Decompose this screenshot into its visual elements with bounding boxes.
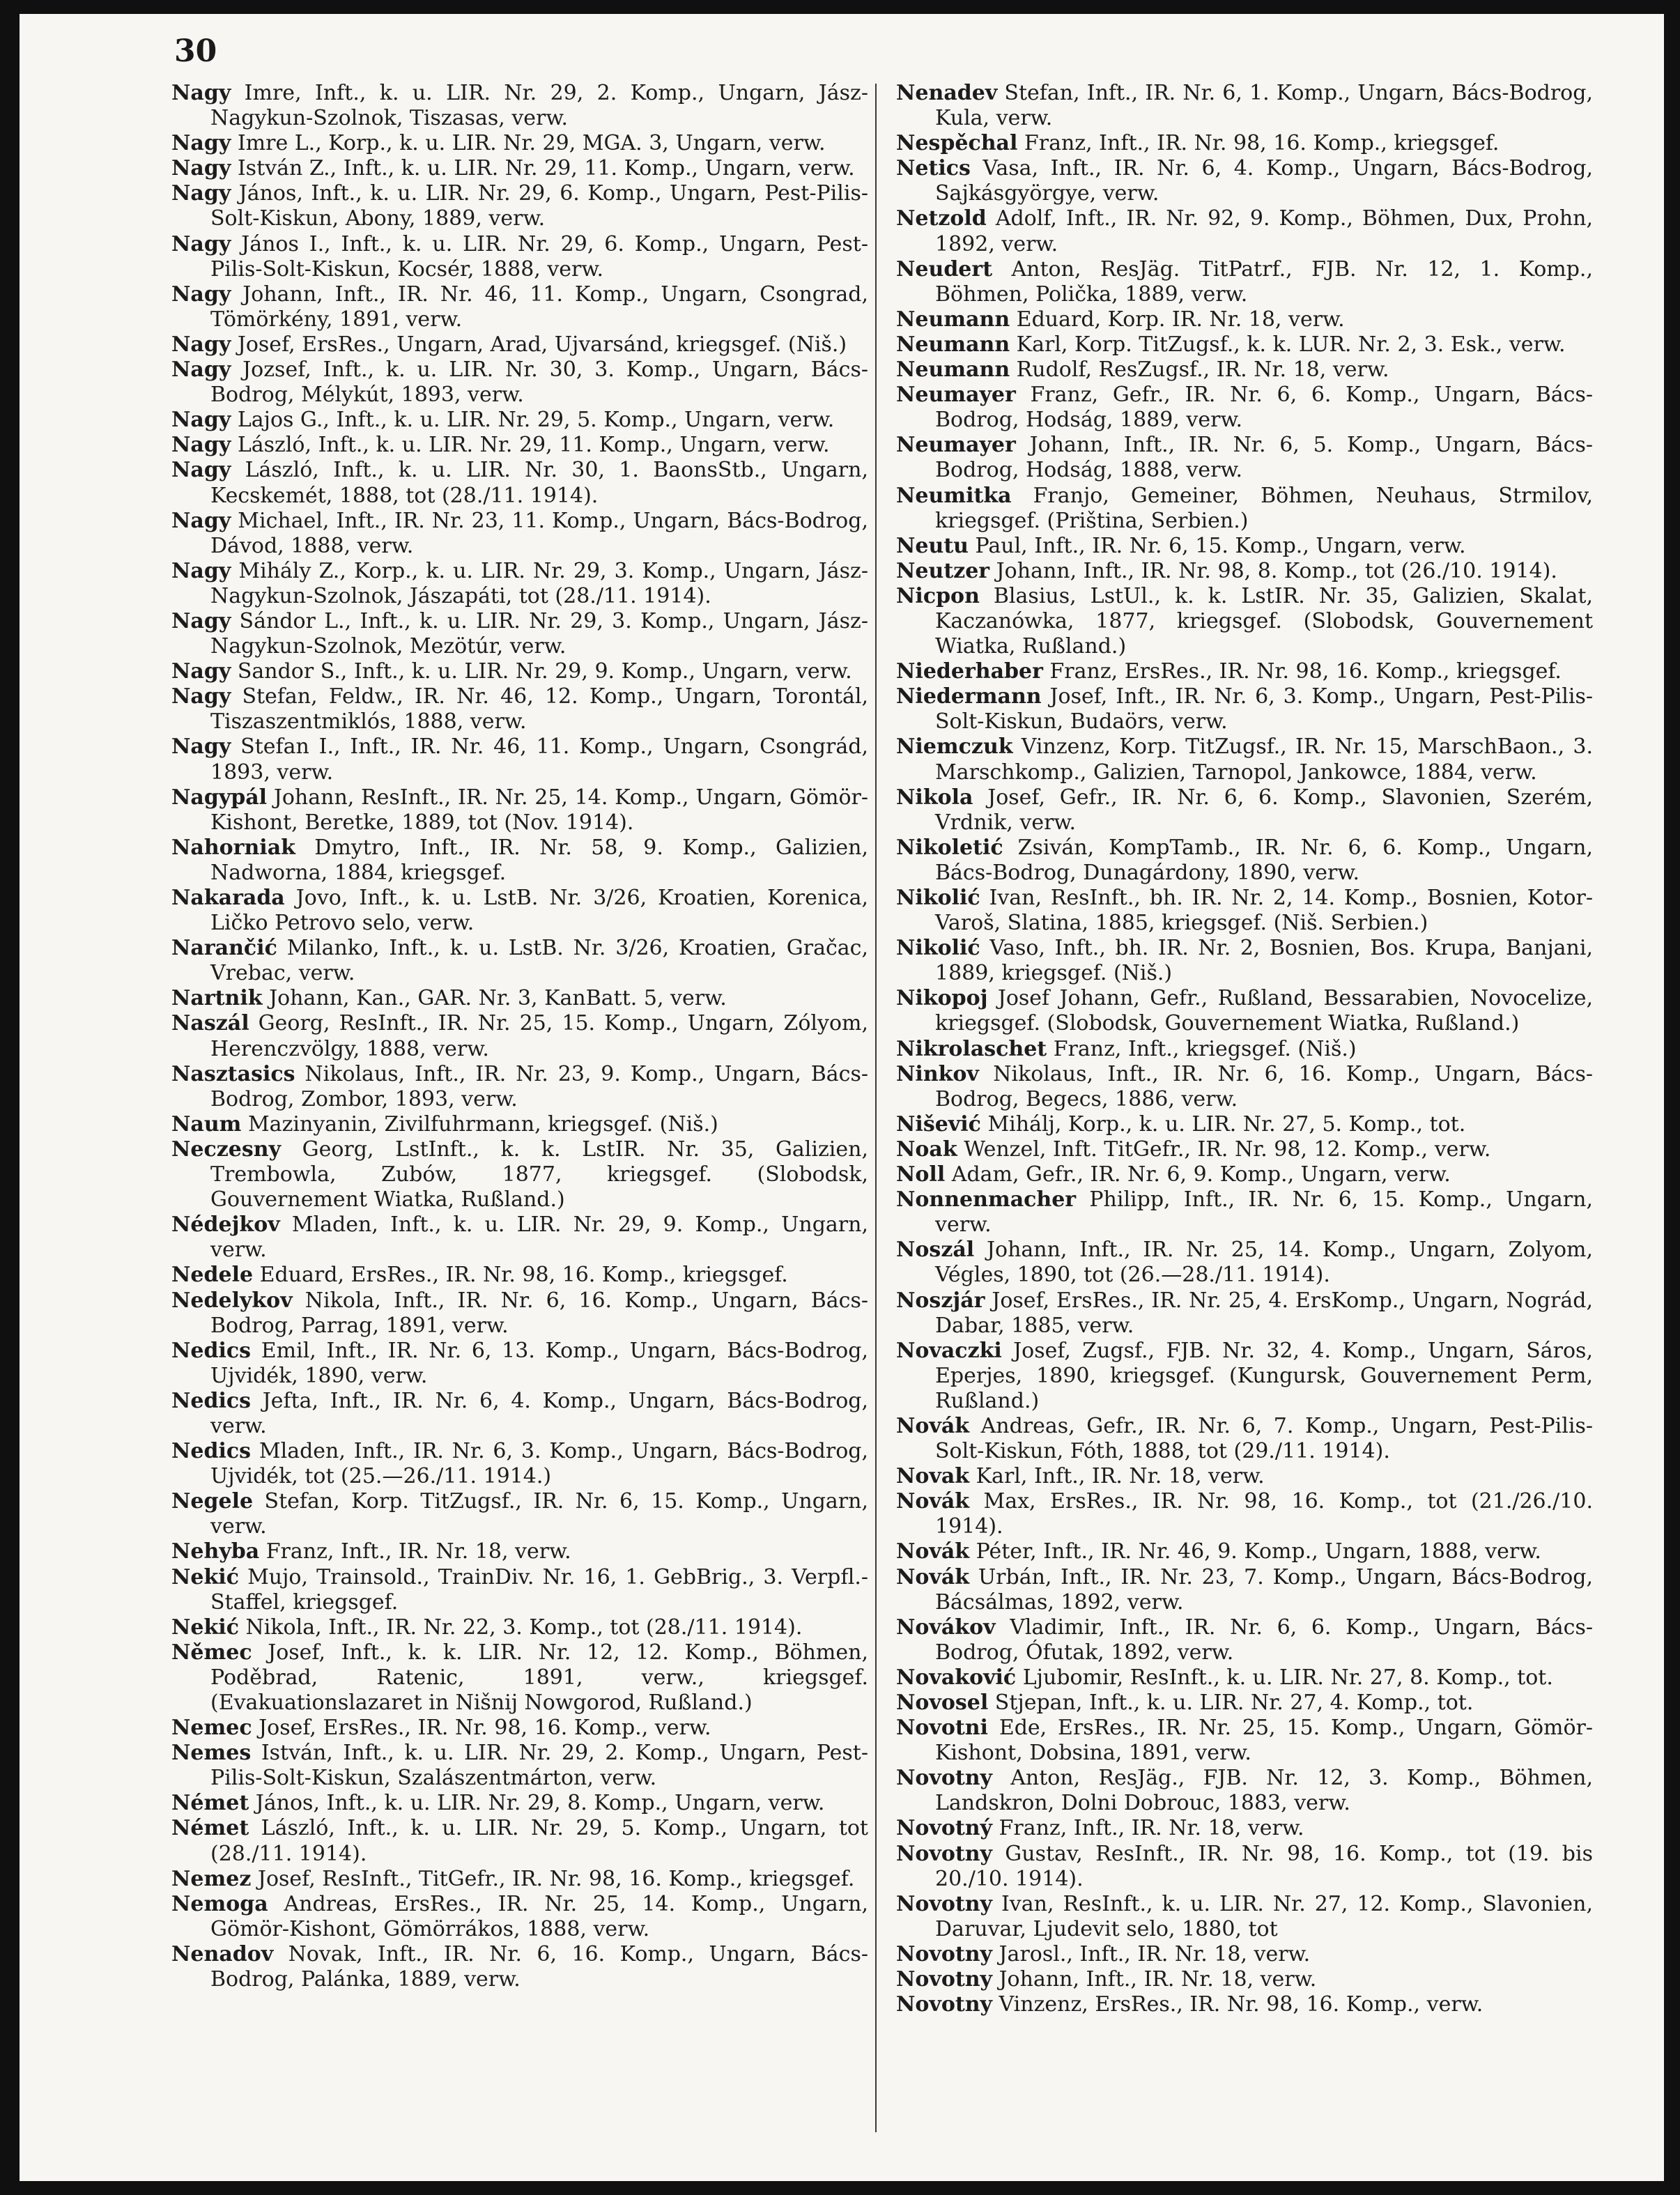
entry-surname: Neumayer [896, 433, 1016, 458]
entry-surname: Novotny [896, 1766, 992, 1791]
entry-surname: Neumayer [896, 383, 1016, 408]
entry-surname: Nagy [171, 558, 231, 583]
list-entry [171, 1716, 868, 1741]
list-entry [896, 257, 1593, 307]
entry-details: Karl, Korp. TitZugsf., k. k. LUR. Nr. 2, 3. Esk., verw. [1016, 332, 1566, 357]
entry-surname: Nedics [171, 1439, 252, 1464]
list-entry [896, 357, 1593, 383]
entry-surname: Német [171, 1791, 249, 1816]
entry-surname: Nagy [171, 508, 231, 533]
entry-surname: Nagy [171, 659, 231, 684]
list-entry [171, 1867, 868, 1892]
entry-details: Josef, ErsRes., IR. Nr. 25, 4. ErsKomp., Ungarn, Nográd, Dabar, 1885, verw. [935, 1288, 1593, 1338]
entry-details: Vinzenz, ErsRes., IR. Nr. 98, 16. Komp., verw. [999, 1992, 1484, 2017]
list-entry [171, 609, 868, 659]
entry-surname: Novotny [896, 1992, 992, 2017]
list-entry [896, 1842, 1593, 1892]
entry-details: Eduard, Korp. IR. Nr. 18, verw. [1016, 307, 1345, 332]
entry-details: Josef, Gefr., IR. Nr. 6, 6. Komp., Slavonien, Szerém, Vrdnik, verw. [935, 785, 1593, 835]
entry-details: László, Inft., k. u. LIR. Nr. 30, 1. BaonsStb., Ungarn, Kecskemét, 1888, tot (28./11. 1914). [210, 458, 868, 508]
entry-surname: Novákov [896, 1615, 996, 1640]
entry-surname: Német [171, 1816, 249, 1841]
list-entry [171, 1741, 868, 1791]
entry-details: Georg, LstInft., k. k. LstIR. Nr. 35, Galizien, Trembowla, Zubów, 1877, kriegsgef. (Slobodsk, Gouvernement Wiatka, Rußland.) [210, 1137, 868, 1212]
list-entry [896, 484, 1593, 534]
entry-details: Nikola, Inft., IR. Nr. 22, 3. Komp., tot (28./11. 1914). [245, 1615, 803, 1640]
entry-details: Paul, Inft., IR. Nr. 6, 15. Komp., Ungarn, verw. [975, 533, 1466, 558]
entry-details: Anton, ResJäg. TitPatrf., FJB. Nr. 12, 1. Komp., Böhmen, Polička, 1889, verw. [935, 256, 1593, 307]
entry-details: Ede, ErsRes., IR. Nr. 25, 15. Komp., Ungarn, Gömör-Kishont, Dobsina, 1891, verw. [935, 1716, 1593, 1766]
entry-surname: Neutu [896, 533, 969, 558]
entry-details: Georg, ResInft., IR. Nr. 25, 15. Komp., Ungarn, Zólyom, Herenczvölgy, 1888, verw. [210, 1011, 868, 1061]
entry-surname: Netzold [896, 206, 987, 231]
entry-surname: Nikrolaschet [896, 1036, 1047, 1061]
entry-surname: Nedics [171, 1338, 252, 1363]
entry-details: Mujo, Trainsold., TrainDiv. Nr. 16, 1. GebBrig., 3. Verpfl.-Staffel, kriegsgef. [210, 1564, 868, 1615]
entry-details: Franz, ErsRes., IR. Nr. 98, 16. Komp., kriegsgef. [1049, 659, 1562, 684]
entry-details: Franz, Inft., IR. Nr. 18, verw. [999, 1816, 1304, 1841]
entry-surname: Novák [896, 1489, 970, 1514]
entry-surname: Novotny [896, 1967, 992, 1992]
entry-details: Imre L., Korp., k. u. LIR. Nr. 29, MGA. 3, Ungarn, verw. [237, 131, 826, 156]
list-entry [896, 1716, 1593, 1766]
list-entry [896, 684, 1593, 734]
list-entry [171, 1011, 868, 1061]
right-column [896, 81, 1593, 2017]
entry-details: Johann, Kan., GAR. Nr. 3, KanBatt. 5, verw. [269, 986, 727, 1011]
list-entry [171, 1816, 868, 1866]
entry-surname: Nemez [171, 1866, 252, 1891]
entry-details: Jozsef, Inft., k. u. LIR. Nr. 30, 3. Komp., Ungarn, Bács-Bodrog, Mélykút, 1893, verw. [210, 357, 868, 408]
entry-surname: Novotny [896, 1841, 992, 1866]
entry-details: Michael, Inft., IR. Nr. 23, 11. Komp., Ungarn, Bács-Bodrog, Dávod, 1888, verw. [210, 508, 868, 558]
list-entry [896, 1062, 1593, 1112]
entry-surname: Novotny [896, 1891, 992, 1916]
list-entry [171, 156, 868, 181]
list-entry [896, 1137, 1593, 1162]
entry-surname: Nédejkov [171, 1212, 280, 1238]
entry-details: Nikola, Inft., IR. Nr. 6, 16. Komp., Ungarn, Bács-Bodrog, Parrag, 1891, verw. [210, 1288, 868, 1338]
entry-surname: Nagy [171, 357, 231, 383]
entry-surname: Nedele [171, 1263, 254, 1288]
list-entry [896, 1766, 1593, 1816]
entry-surname: Novák [896, 1564, 970, 1589]
entry-surname: Naszál [171, 1011, 249, 1036]
list-entry [171, 131, 868, 156]
list-entry [896, 886, 1593, 936]
entry-details: Josef, Zugsf., FJB. Nr. 32, 4. Komp., Ungarn, Sáros, Eperjes, 1890, kriegsgef. (Kungursk, Gouvernement Perm, Rußland.) [935, 1338, 1593, 1413]
entry-surname: Nagy [171, 458, 231, 483]
list-entry [171, 408, 868, 433]
entry-details: Imre, Inft., k. u. LIR. Nr. 29, 2. Komp., Ungarn, Jász-Nagykun-Szolnok, Tiszasas, verw. [210, 81, 868, 131]
list-entry [896, 1112, 1593, 1137]
entry-surname: Novotný [896, 1816, 992, 1841]
entry-details: Max, ErsRes., IR. Nr. 98, 16. Komp., tot (21./26./10. 1914). [935, 1489, 1593, 1539]
entry-details: Wenzel, Inft. TitGefr., IR. Nr. 98, 12. Komp., verw. [964, 1137, 1491, 1162]
list-entry [896, 1816, 1593, 1841]
entry-details: János I., Inft., k. u. LIR. Nr. 29, 6. Komp., Ungarn, Pest-Pilis-Solt-Kiskun, Kocsér, 1888, verw. [210, 231, 868, 282]
entry-details: Johann, Inft., IR. Nr. 46, 11. Komp., Ungarn, Csongrad, Tömörkény, 1891, verw. [210, 282, 868, 332]
entry-surname: Nagy [171, 332, 231, 357]
list-entry [896, 1037, 1593, 1062]
list-entry [896, 1967, 1593, 1992]
list-entry [896, 785, 1593, 835]
left-column [171, 81, 868, 1992]
entry-surname: Neumann [896, 332, 1010, 357]
list-entry [171, 332, 868, 357]
entry-surname: Neudert [896, 256, 993, 282]
list-entry [171, 1212, 868, 1263]
entry-details: Vaso, Inft., bh. IR. Nr. 2, Bosnien, Bos. Krupa, Banjani, 1889, kriegsgef. (Niš.) [935, 936, 1593, 986]
entry-surname: Niemczuk [896, 734, 1013, 760]
entry-details: Stefan, Korp. TitZugsf., IR. Nr. 6, 15. Komp., Ungarn, verw. [210, 1489, 868, 1539]
entry-details: Ivan, ResInft., bh. IR. Nr. 2, 14. Komp., Bosnien, Kotor-Varoš, Slatina, 1885, kriegsgef. (Niš. Serbien.) [935, 886, 1593, 936]
list-entry [171, 433, 868, 458]
entry-surname: Nagy [171, 282, 231, 307]
entry-details: Urbán, Inft., IR. Nr. 23, 7. Komp., Ungarn, Bács-Bodrog, Bácsálmas, 1892, verw. [935, 1564, 1594, 1615]
entry-details: Sandor S., Inft., k. u. LIR. Nr. 29, 9. Komp., Ungarn, verw. [237, 659, 852, 684]
list-entry [896, 835, 1593, 886]
list-entry [896, 206, 1593, 256]
entry-details: Stjepan, Inft., k. u. LIR. Nr. 27, 4. Komp., tot. [994, 1690, 1474, 1715]
entry-details: Novak, Inft., IR. Nr. 6, 16. Komp., Ungarn, Bács-Bodrog, Palánka, 1889, verw. [210, 1941, 868, 1992]
list-entry [171, 1489, 868, 1539]
list-entry [171, 986, 868, 1011]
list-entry [896, 81, 1593, 131]
entry-surname: Nikoletić [896, 835, 1003, 860]
entry-details: Vasa, Inft., IR. Nr. 6, 4. Komp., Ungarn, Bács-Bodrog, Sajkásgyörgye, verw. [935, 156, 1593, 206]
list-entry [171, 684, 868, 734]
entry-details: Gustav, ResInft., IR. Nr. 98, 16. Komp., tot (19. bis 20./10. 1914). [935, 1841, 1593, 1891]
list-entry [896, 1464, 1593, 1489]
entry-surname: Nagy [171, 684, 231, 709]
entry-surname: Niederhaber [896, 659, 1043, 684]
entry-details: Blasius, LstUl., k. k. LstIR. Nr. 35, Galizien, Skalat, Kaczanówka, 1877, kriegsgef. (Slobodsk, Gouvernement Wiatka, Rußland.) [935, 583, 1593, 659]
entry-surname: Noak [896, 1137, 957, 1162]
entry-details: Mladen, Inft., k. u. LIR. Nr. 29, 9. Komp., Ungarn, verw. [210, 1212, 868, 1263]
entry-surname: Niedermann [896, 684, 1042, 709]
entry-details: Josef, ErsRes., Ungarn, Arad, Ujvarsánd, kriegsgef. (Niš.) [237, 332, 847, 357]
list-entry [896, 986, 1593, 1036]
entry-details: Adam, Gefr., IR. Nr. 6, 9. Komp., Ungarn, verw. [951, 1162, 1451, 1187]
list-entry [896, 1489, 1593, 1539]
entry-details: Josef, ErsRes., IR. Nr. 98, 16. Komp., verw. [259, 1716, 711, 1741]
entry-details: Josef, ResInft., TitGefr., IR. Nr. 98, 16. Komp., kriegsgef. [257, 1866, 855, 1891]
entry-surname: Nagy [171, 608, 231, 633]
list-entry [171, 1539, 868, 1564]
entry-details: Jarosl., Inft., IR. Nr. 18, verw. [999, 1941, 1311, 1966]
entry-details: Rudolf, ResZugsf., IR. Nr. 18, verw. [1016, 357, 1389, 383]
entry-details: Johann, Inft., IR. Nr. 25, 14. Komp., Ungarn, Zolyom, Végles, 1890, tot (26.—28./11. 1914). [935, 1238, 1594, 1288]
entry-surname: Nagy [171, 181, 231, 206]
entry-details: Johann, Inft., IR. Nr. 98, 8. Komp., tot (26./10. 1914). [996, 558, 1557, 583]
entry-details: Johann, Inft., IR. Nr. 18, verw. [999, 1967, 1317, 1992]
entry-details: Ivan, ResInft., k. u. LIR. Nr. 27, 12. Komp., Slavonien, Daruvar, Ljudevit selo, 1880, tot [935, 1891, 1593, 1941]
entry-surname: Nakarada [171, 886, 285, 910]
list-entry [896, 1238, 1593, 1288]
page-number: 30 [174, 33, 217, 69]
entry-details: Josef, Inft., k. k. LIR. Nr. 12, 12. Komp., Böhmen, Poděbrad, Ratenic, 1891, verw., kriegsgef. (Evakuationslazaret in Nišnij Nowgorod, Rußland.) [210, 1640, 868, 1715]
entry-surname: Nagy [171, 131, 231, 156]
entry-surname: Negele [171, 1489, 254, 1514]
entry-details: Karl, Inft., IR. Nr. 18, verw. [976, 1464, 1265, 1489]
entry-details: Jefta, Inft., IR. Nr. 6, 4. Komp., Ungarn, Bács-Bodrog, verw. [210, 1388, 868, 1438]
entry-surname: Naum [171, 1111, 242, 1137]
list-entry [171, 1288, 868, 1339]
list-entry [171, 1565, 868, 1615]
list-entry [896, 1690, 1593, 1716]
list-entry [171, 1791, 868, 1816]
entry-surname: Novaković [896, 1665, 1017, 1690]
entry-details: Franz, Inft., kriegsgef. (Niš.) [1053, 1036, 1357, 1061]
list-entry [171, 785, 868, 835]
entry-surname: Nagy [171, 433, 231, 458]
entry-surname: Novák [896, 1539, 970, 1564]
list-entry [171, 659, 868, 684]
list-entry [896, 1942, 1593, 1967]
entry-details: Péter, Inft., IR. Nr. 46, 9. Komp., Ungarn, 1888, verw. [976, 1539, 1541, 1564]
list-entry [896, 1339, 1593, 1414]
entry-details: László, Inft., k. u. LIR. Nr. 29, 5. Komp., Ungarn, tot (28./11. 1914). [210, 1816, 868, 1866]
list-entry [896, 1615, 1593, 1665]
list-entry [171, 1263, 868, 1288]
entry-surname: Nikopoj [896, 986, 988, 1011]
entry-details: János, Inft., k. u. LIR. Nr. 29, 8. Komp., Ungarn, verw. [255, 1791, 825, 1816]
entry-details: Mladen, Inft., IR. Nr. 6, 3. Komp., Ungarn, Bács-Bodrog, Ujvidék, tot (25.—26./11. 1914.) [210, 1439, 868, 1489]
list-entry [171, 1439, 868, 1489]
entry-details: Josef, Inft., IR. Nr. 6, 3. Komp., Ungarn, Pest-Pilis-Solt-Kiskun, Budaörs, verw. [935, 684, 1593, 734]
entry-surname: Nikola [896, 785, 973, 810]
entry-surname: Nekić [171, 1615, 239, 1640]
entry-surname: Nespěchal [896, 131, 1018, 156]
entry-surname: Nahorniak [171, 835, 295, 860]
list-entry [896, 433, 1593, 483]
entry-details: Nikolaus, Inft., IR. Nr. 6, 16. Komp., Ungarn, Bács-Bodrog, Begecs, 1886, verw. [935, 1061, 1593, 1111]
list-entry [171, 1339, 868, 1389]
entry-details: Stefan, Feldw., IR. Nr. 46, 12. Komp., Ungarn, Torontál, Tiszaszentmiklós, 1888, verw. [210, 684, 868, 734]
list-entry [896, 659, 1593, 684]
list-entry [171, 357, 868, 408]
entry-surname: Nenadev [896, 81, 998, 105]
entry-details: Andreas, Gefr., IR. Nr. 6, 7. Komp., Ungarn, Pest-Pilis-Solt-Kiskun, Fóth, 1888, tot (29./11. 1914). [935, 1413, 1593, 1464]
list-entry [896, 383, 1593, 433]
entry-surname: Novosel [896, 1690, 989, 1715]
entry-details: Franz, Inft., IR. Nr. 98, 16. Komp., kriegsgef. [1024, 131, 1500, 156]
entry-details: Sándor L., Inft., k. u. LIR. Nr. 29, 3. Komp., Ungarn, Jász-Nagykun-Szolnok, Mezötúr, verw. [210, 608, 868, 659]
entry-surname: Novák [896, 1413, 970, 1438]
list-entry [171, 1112, 868, 1137]
list-entry [171, 232, 868, 282]
entry-surname: Nasztasics [171, 1061, 295, 1086]
entry-surname: Nicpon [896, 583, 980, 608]
entry-surname: Nagypál [171, 785, 268, 810]
entry-details: Franz, Inft., IR. Nr. 18, verw. [265, 1539, 571, 1564]
entry-details: Jovo, Inft., k. u. LstB. Nr. 3/26, Kroatien, Korenica, Ličko Petrovo selo, verw. [210, 886, 868, 936]
entry-surname: Novak [896, 1464, 970, 1489]
list-entry [171, 458, 868, 508]
entry-details: Mihálj, Korp., k. u. LIR. Nr. 27, 5. Komp., tot. [987, 1111, 1466, 1137]
entry-details: Mazinyanin, Zivilfuhrmann, kriegsgef. (Niš.) [247, 1111, 718, 1137]
entry-details: Stefan I., Inft., IR. Nr. 46, 11. Komp., Ungarn, Csongrád, 1893, verw. [210, 734, 868, 785]
list-entry [171, 886, 868, 936]
entry-details: Stefan, Inft., IR. Nr. 6, 1. Komp., Ungarn, Bács-Bodrog, Kula, verw. [935, 81, 1593, 131]
list-entry [896, 1187, 1593, 1238]
entry-surname: Ninkov [896, 1061, 979, 1086]
entry-surname: Němec [171, 1640, 252, 1665]
entry-details: Adolf, Inft., IR. Nr. 92, 9. Komp., Böhmen, Dux, Prohn, 1892, verw. [935, 206, 1593, 256]
entry-details: Franz, Gefr., IR. Nr. 6, 6. Komp., Ungarn, Bács-Bodrog, Hodság, 1889, verw. [935, 383, 1593, 433]
entry-surname: Nagy [171, 734, 231, 760]
entry-surname: Noll [896, 1162, 946, 1187]
entry-surname: Nonnenmacher [896, 1187, 1077, 1212]
entry-surname: Neczesny [171, 1137, 282, 1162]
entry-surname: Neumitka [896, 483, 1012, 508]
entry-details: Johann, ResInft., IR. Nr. 25, 14. Komp., Ungarn, Gömör-Kishont, Beretke, 1889, tot (Nov. 1914). [210, 785, 868, 835]
entry-surname: Nagy [171, 231, 231, 256]
entry-details: István, Inft., k. u. LIR. Nr. 29, 2. Komp., Ungarn, Pest-Pilis-Solt-Kiskun, Szalászentmárton, verw. [210, 1741, 868, 1791]
list-entry [896, 734, 1593, 785]
list-entry [896, 332, 1593, 357]
list-entry [171, 734, 868, 785]
entry-details: Milanko, Inft., k. u. LstB. Nr. 3/26, Kroatien, Gračac, Vrebac, verw. [210, 936, 868, 986]
entry-surname: Nemec [171, 1716, 252, 1741]
list-entry [171, 1615, 868, 1640]
entry-surname: Neumann [896, 357, 1010, 383]
list-entry [171, 181, 868, 231]
list-entry [896, 1414, 1593, 1464]
list-entry [171, 509, 868, 559]
entry-details: Mihály Z., Korp., k. u. LIR. Nr. 29, 3. Komp., Ungarn, Jász-Nagykun-Szolnok, Jászapáti, tot (28./11. 1914). [210, 558, 868, 608]
entry-details: Vinzenz, Korp. TitZugsf., IR. Nr. 15, MarschBaon., 3. Marschkomp., Galizien, Tarnopol, Jankowce, 1884, verw. [935, 734, 1593, 785]
list-entry [171, 1137, 868, 1212]
entry-surname: Novotni [896, 1716, 988, 1741]
entry-surname: Narančić [171, 936, 277, 961]
entry-surname: Noszjár [896, 1288, 985, 1313]
list-entry [896, 1892, 1593, 1942]
entry-details: Zsiván, KompTamb., IR. Nr. 6, 6. Komp., Ungarn, Bács-Bodrog, Dunagárdony, 1890, verw. [935, 835, 1593, 885]
list-entry [171, 936, 868, 986]
entry-details: Franjo, Gemeiner, Böhmen, Neuhaus, Strmilov, kriegsgef. (Priština, Serbien.) [935, 483, 1594, 533]
list-entry [896, 131, 1593, 156]
entry-details: Philipp, Inft., IR. Nr. 6, 15. Komp., Ungarn, verw. [935, 1187, 1593, 1238]
entry-details: Johann, Inft., IR. Nr. 6, 5. Komp., Ungarn, Bács-Bodrog, Hodság, 1888, verw. [935, 433, 1593, 483]
list-entry [896, 1992, 1593, 2017]
list-entry [171, 1892, 868, 1942]
entry-surname: Nikolić [896, 936, 980, 961]
entry-details: Ljubomir, ResInft., k. u. LIR. Nr. 27, 8. Komp., tot. [1022, 1665, 1553, 1690]
list-entry [896, 307, 1593, 332]
entry-surname: Nehyba [171, 1539, 260, 1564]
list-entry [896, 559, 1593, 584]
entry-surname: Neumann [896, 307, 1010, 332]
entry-surname: Neutzer [896, 558, 990, 583]
entry-surname: Nedelykov [171, 1288, 293, 1313]
list-entry [171, 81, 868, 131]
list-entry [896, 1162, 1593, 1187]
entry-details: Lajos G., Inft., k. u. LIR. Nr. 29, 5. Komp., Ungarn, verw. [237, 408, 835, 433]
list-entry [896, 1539, 1593, 1564]
column-divider [875, 84, 877, 2132]
list-entry [896, 936, 1593, 986]
entry-surname: Netics [896, 156, 971, 181]
entry-details: Eduard, ErsRes., IR. Nr. 98, 16. Komp., kriegsgef. [259, 1263, 788, 1288]
page [20, 14, 1664, 2181]
entry-details: Anton, ResJäg., FJB. Nr. 12, 3. Komp., Böhmen, Landskron, Dolni Dobrouc, 1883, verw. [935, 1766, 1593, 1816]
entry-surname: Nekić [171, 1564, 239, 1589]
entry-details: Josef Johann, Gefr., Rußland, Bessarabien, Novocelize, kriegsgef. (Slobodsk, Gouvernement Wiatka, Rußland.) [935, 986, 1593, 1036]
entry-surname: Novaczki [896, 1338, 1002, 1363]
entry-details: Andreas, ErsRes., IR. Nr. 25, 14. Komp., Ungarn, Gömör-Kishont, Gömörrákos, 1888, verw. [210, 1891, 868, 1941]
list-entry [171, 1062, 868, 1112]
entry-details: Dmytro, Inft., IR. Nr. 58, 9. Komp., Galizien, Nadworna, 1884, kriegsgef. [210, 835, 868, 885]
list-entry [896, 1665, 1593, 1690]
entry-surname: Nedics [171, 1388, 252, 1413]
entry-surname: Nagy [171, 156, 231, 181]
entry-details: Nikolaus, Inft., IR. Nr. 23, 9. Komp., Ungarn, Bács-Bodrog, Zombor, 1893, verw. [210, 1061, 868, 1111]
entry-details: Emil, Inft., IR. Nr. 6, 13. Komp., Ungarn, Bács-Bodrog, Ujvidék, 1890, verw. [210, 1338, 868, 1388]
entry-surname: Nemes [171, 1741, 252, 1766]
list-entry [171, 1389, 868, 1439]
entry-surname: Novotny [896, 1941, 992, 1966]
list-entry [896, 584, 1593, 659]
list-entry [171, 559, 868, 609]
entry-details: László, Inft., k. u. LIR. Nr. 29, 11. Komp., Ungarn, verw. [237, 433, 830, 458]
entry-surname: Nenadov [171, 1941, 274, 1966]
list-entry [171, 835, 868, 886]
list-entry [171, 1640, 868, 1716]
entry-details: János, Inft., k. u. LIR. Nr. 29, 6. Komp., Ungarn, Pest-Pilis-Solt-Kiskun, Abony, 1889, verw. [210, 181, 869, 231]
entry-surname: Nagy [171, 408, 231, 433]
list-entry [171, 282, 868, 332]
list-entry [896, 1288, 1593, 1339]
list-entry [896, 1565, 1593, 1615]
entry-details: Vladimir, Inft., IR. Nr. 6, 6. Komp., Ungarn, Bács-Bodrog, Ófutak, 1892, verw. [935, 1615, 1593, 1665]
entry-surname: Nikolić [896, 886, 980, 910]
entry-surname: Nartnik [171, 986, 263, 1011]
entry-surname: Nemoga [171, 1891, 268, 1916]
entry-surname: Nagy [171, 81, 231, 105]
entry-details: István Z., Inft., k. u. LIR. Nr. 29, 11. Komp., Ungarn, verw. [237, 156, 855, 181]
list-entry [171, 1942, 868, 1992]
entry-surname: Noszál [896, 1238, 975, 1263]
entry-surname: Nišević [896, 1111, 981, 1137]
list-entry [896, 534, 1593, 559]
list-entry [896, 156, 1593, 206]
